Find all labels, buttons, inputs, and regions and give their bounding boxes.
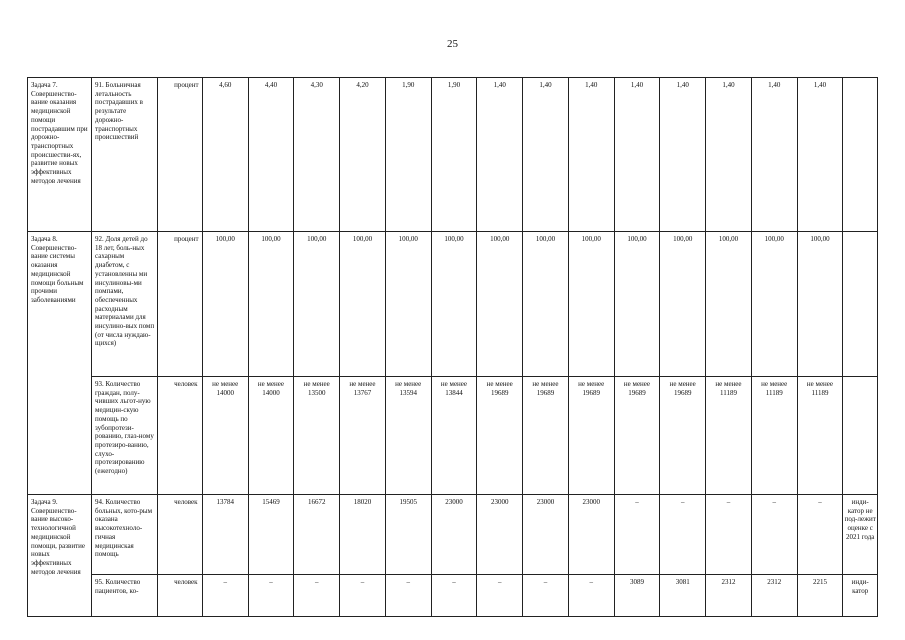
indicator-cell: 92. Доля детей до 18 лет, боль-ных сахарным диабетом, с установленны ми инсулиновы-ми помпами, обеспеченных расходным материалами для инсулино-вых помп (от числа нуждаю-щихся) <box>92 232 158 377</box>
note-cell <box>843 78 878 232</box>
table-row <box>28 575 878 617</box>
value-cell: не менее 19689 <box>568 377 614 495</box>
value-cell: 100,00 <box>614 232 660 377</box>
value-cell: 2215 <box>797 575 843 617</box>
value-cell: – <box>523 575 569 617</box>
value-cell: – <box>660 495 706 575</box>
value-cell: 100,00 <box>340 232 386 377</box>
note-cell: инди-катор <box>843 575 878 617</box>
value-cell: – <box>385 575 431 617</box>
value-cell: 23000 <box>568 495 614 575</box>
value-cell: 1,40 <box>797 78 843 232</box>
value-cell: 23000 <box>477 495 523 575</box>
value-cell: 23000 <box>431 495 477 575</box>
value-cell: 18020 <box>340 495 386 575</box>
value-cell: не менее 11189 <box>706 377 752 495</box>
table-row <box>28 232 878 377</box>
value-cell: 100,00 <box>706 232 752 377</box>
value-cell: 100,00 <box>385 232 431 377</box>
indicator-cell: 93. Количество граждан, полу-чивших льгот-ную медицин-скую помощь по зубопротези-рованию, глаз-ному протезиро-ванию, слухо-протезированию (ежегодно) <box>92 377 158 495</box>
task-cell: Задача 7. Совершенство-вание оказания медицинской помощи пострадавшим при дорожно-транспортных происшестви-ях, развитие новых эффективных методов лечения <box>28 78 92 232</box>
value-cell: 100,00 <box>523 232 569 377</box>
value-cell: 13784 <box>202 495 248 575</box>
value-cell: 1,40 <box>477 78 523 232</box>
value-cell: не менее 13500 <box>294 377 340 495</box>
value-cell: – <box>568 575 614 617</box>
value-cell: – <box>706 495 752 575</box>
indicator-cell: 94. Количество больных, кото-рым оказана высокотехноло-гичная медицинская помощь <box>92 495 158 575</box>
value-cell: 1,40 <box>614 78 660 232</box>
value-cell: 1,90 <box>385 78 431 232</box>
value-cell: 15469 <box>248 495 294 575</box>
value-cell: – <box>797 495 843 575</box>
value-cell: – <box>294 575 340 617</box>
value-cell: 1,40 <box>568 78 614 232</box>
value-cell: 4,40 <box>248 78 294 232</box>
value-cell: 3081 <box>660 575 706 617</box>
unit-cell: процент <box>158 78 203 232</box>
value-cell: – <box>477 575 523 617</box>
task-cell: Задача 8. Совершенство-вание системы оказания медицинской помощи больным прочими заболеваниями <box>28 232 92 495</box>
value-cell: 100,00 <box>660 232 706 377</box>
value-cell: 2312 <box>751 575 797 617</box>
indicator-cell: 91. Больничная летальность пострадавших в результате дорожно-транспортных происшествий <box>92 78 158 232</box>
value-cell: не менее 19689 <box>614 377 660 495</box>
value-cell: 4,30 <box>294 78 340 232</box>
unit-cell: человек <box>158 377 203 495</box>
value-cell: – <box>751 495 797 575</box>
value-cell: 16672 <box>294 495 340 575</box>
value-cell: 4,20 <box>340 78 386 232</box>
value-cell: 1,40 <box>660 78 706 232</box>
value-cell: не менее 11189 <box>797 377 843 495</box>
table-row <box>28 495 878 575</box>
value-cell: 23000 <box>523 495 569 575</box>
value-cell: 100,00 <box>248 232 294 377</box>
value-cell: 100,00 <box>431 232 477 377</box>
value-cell: – <box>248 575 294 617</box>
value-cell: 2312 <box>706 575 752 617</box>
value-cell: не менее 11189 <box>751 377 797 495</box>
value-cell: 100,00 <box>797 232 843 377</box>
value-cell: не менее 13767 <box>340 377 386 495</box>
value-cell: – <box>614 495 660 575</box>
value-cell: не менее 14000 <box>248 377 294 495</box>
value-cell: не менее 19689 <box>477 377 523 495</box>
note-cell <box>843 232 878 377</box>
indicator-cell: 95. Количество пациентов, ко- <box>92 575 158 617</box>
value-cell: 100,00 <box>751 232 797 377</box>
task-cell: Задача 9. Совершенство-вание высоко-технологичной медицинской помощи, развитие новых эффективных методов лечения <box>28 495 92 617</box>
unit-cell: процент <box>158 232 203 377</box>
note-cell: инди-катор не под-лежит оценке с 2021 года <box>843 495 878 575</box>
value-cell: – <box>202 575 248 617</box>
value-cell: 100,00 <box>202 232 248 377</box>
value-cell: не менее 14000 <box>202 377 248 495</box>
value-cell: 100,00 <box>477 232 523 377</box>
value-cell: 100,00 <box>294 232 340 377</box>
note-cell <box>843 377 878 495</box>
table-row <box>28 377 878 495</box>
value-cell: 1,40 <box>751 78 797 232</box>
unit-cell: человек <box>158 575 203 617</box>
value-cell: не менее 19689 <box>660 377 706 495</box>
value-cell: не менее 13594 <box>385 377 431 495</box>
value-cell: 3089 <box>614 575 660 617</box>
value-cell: не менее 19689 <box>523 377 569 495</box>
indicators-table <box>27 77 878 617</box>
value-cell: – <box>340 575 386 617</box>
value-cell: 19505 <box>385 495 431 575</box>
unit-cell: человек <box>158 495 203 575</box>
value-cell: 1,40 <box>706 78 752 232</box>
page-number: 25 <box>447 38 458 50</box>
value-cell: 4,60 <box>202 78 248 232</box>
value-cell: 1,90 <box>431 78 477 232</box>
table-row <box>28 78 878 232</box>
value-cell: не менее 13844 <box>431 377 477 495</box>
value-cell: – <box>431 575 477 617</box>
value-cell: 100,00 <box>568 232 614 377</box>
value-cell: 1,40 <box>523 78 569 232</box>
